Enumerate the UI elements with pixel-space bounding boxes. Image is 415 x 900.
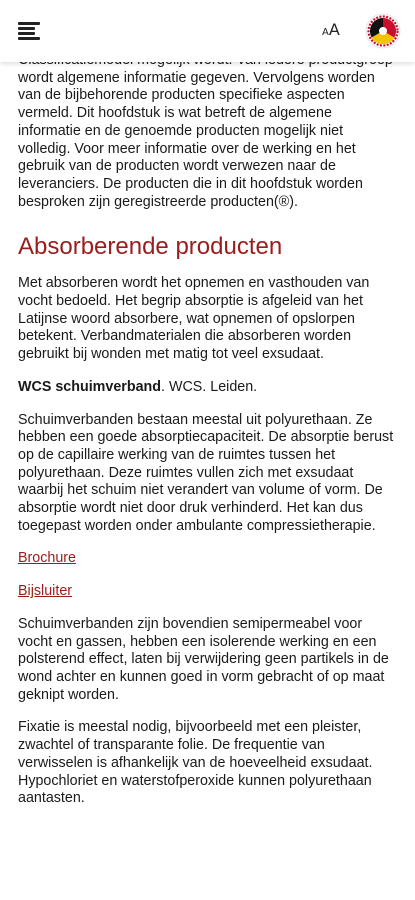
app-logo-icon[interactable] bbox=[365, 13, 401, 49]
product-supplier: . WCS. Leiden. bbox=[161, 378, 258, 395]
product-name: WCS schuimverband bbox=[18, 378, 161, 395]
top-app-bar bbox=[0, 0, 415, 62]
brochure-link[interactable]: Brochure bbox=[18, 550, 77, 567]
intro-paragraph: wordt algemene informatie gegeven. Vervolgens worden van de bijbehorende producten specifieke aspecten vermeld. Dit hoofdstuk is wat betreft de algemene informatie en de genoemde producten mogelijk niet volledig. Voor meer informatie over de werking en het gebruik van de producten wordt verwezen naar de leveranciers. De producten die in dit hoofdstuk worden besproken zijn geregistreerde producten(®). bbox=[18, 69, 375, 210]
section-intro-paragraph: Met absorberen wordt het opnemen en vasthouden van vocht bedoeld. Het begrip absorptie is afgeleid van het Latijnse woord absorbere, wat opnemen of opslorpen betekent. Verbandmaterialen die absorberen worden gebruikt bij wonden met matig tot veel exsudaat. bbox=[18, 275, 370, 363]
text-size-small-icon: A bbox=[322, 27, 329, 38]
article-content bbox=[18, 52, 398, 823]
paragraph-fixation: Fixatie is meestal nodig, bijvoorbeeld met een pleister, zwachtel of transparante folie. De frequentie van verwisselen is afhankelijk van de hoeveelheid exsudaat. Hypochloriet en waterstofperoxide kunnen polyurethaan aantasten. bbox=[18, 719, 373, 807]
product-description: Schuimverbanden bestaan meestal uit polyurethaan. Ze hebben een goede absorptiecapaciteit. De absorptie berust op de capillaire werking van de ruimtes tussen het polyurethaan. Deze ruimtes vullen zich met exsudaat waarbij het schuim niet verandert van volume of vorm. De absorptie wordt niet door druk verhinderd. Het kan dus toegepast worden onder ambulante compressietherapie. bbox=[18, 411, 394, 534]
paragraph-semipermeable: Schuimverbanden zijn bovendien semipermeabel voor vocht en gassen, hebben een isolerende werking en een polsterend effect, laten bij verwijdering geen partikels in de wond achter en kunnen goed in vorm gebracht of op maat geknipt worden. bbox=[18, 615, 389, 703]
hamburger-menu-icon[interactable] bbox=[18, 22, 40, 40]
text-size-large-icon: A bbox=[328, 20, 340, 39]
section-heading: Absorberende producten bbox=[18, 233, 283, 261]
product-line bbox=[18, 379, 398, 397]
bijsluiter-link[interactable]: Bijsluiter bbox=[18, 583, 73, 600]
text-size-button[interactable] bbox=[322, 20, 340, 44]
